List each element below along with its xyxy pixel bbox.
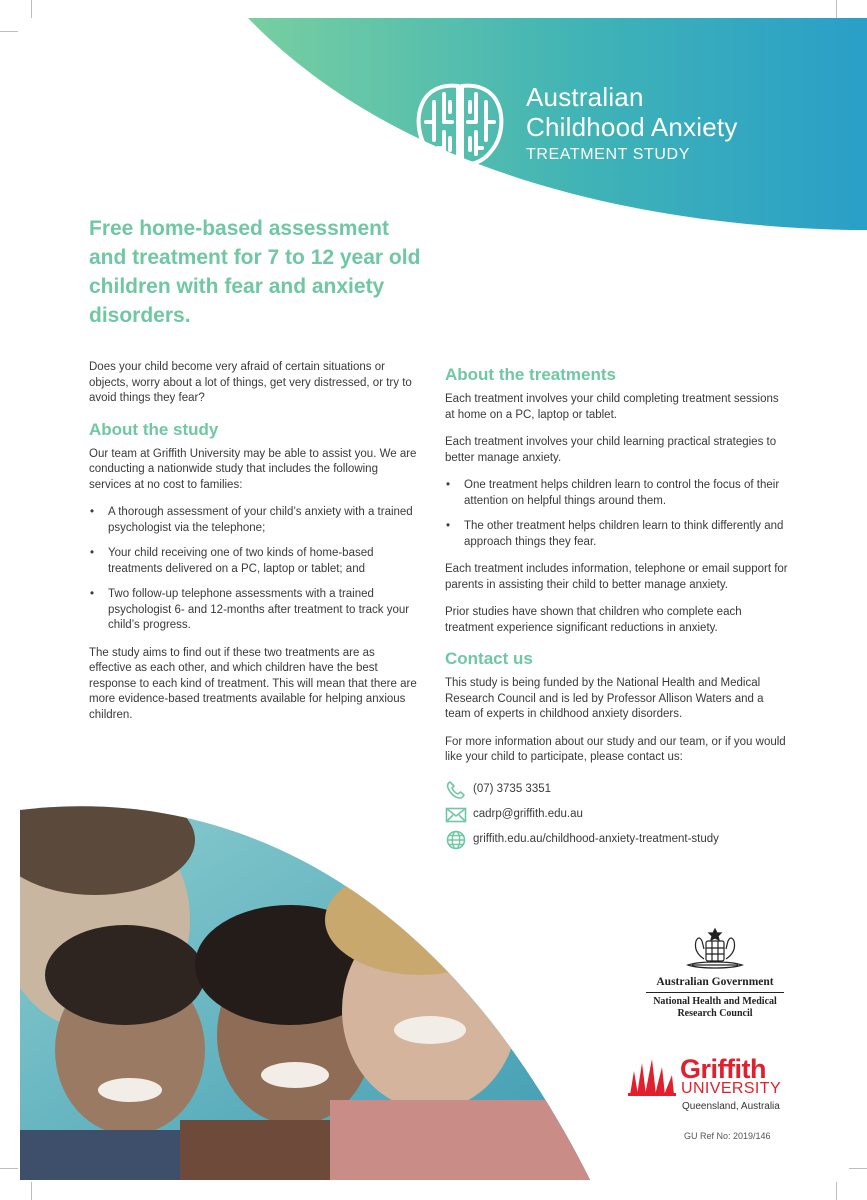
left-column (89, 360, 419, 735)
list-item: • One treatment helps children learn to control the focus of their attention on helpful things around them. (445, 478, 790, 509)
crop-mark (836, 1182, 837, 1200)
crop-mark (849, 1168, 867, 1169)
treatments-paragraph-3: Each treatment includes information, telephone or email support for parents in assisting their child to better manage anxiety. (445, 563, 788, 591)
contact-paragraph-1: This study is being funded by the National Health and Medical Research Council and is led by Professor Allison Waters and a team of experts in childhood anxiety disorders. (445, 677, 764, 720)
intro-paragraph: Does your child become very afraid of certain situations or objects, worry about a lot of things, get very distressed, or try to avoid things they fear? (89, 361, 412, 404)
study-paragraph: Our team at Griffith University may be able to assist you. We are conducting a nationwide study that includes the following services at no cost to families: (89, 447, 417, 491)
coat-of-arms-icon (680, 925, 750, 973)
website-url[interactable]: griffith.edu.au/childhood-anxiety-treatment-study (473, 833, 719, 846)
reference-number: GU Ref No: 2019/146 (684, 1131, 771, 1141)
page-title: Free home-based assessment and treatment for 7 to 12 year old children with fear and anxiety disorders. (89, 217, 421, 327)
email-address[interactable]: cadrp@griffith.edu.au (473, 808, 583, 821)
study-logo (412, 78, 792, 178)
divider (646, 992, 784, 993)
list-item: • Your child receiving one of two kinds of home-based treatments delivered on a PC, laptop or tablet; and (89, 546, 419, 577)
phone-number[interactable]: (07) 3735 3351 (473, 783, 552, 796)
list-item: • Two follow-up telephone assessments with a trained psychologist 6- and 12-months after treatment to track your child’s progress. (89, 587, 419, 634)
phone-icon (445, 780, 467, 800)
contact-phone[interactable] (445, 778, 790, 803)
logo-subtitle: TREATMENT STUDY (526, 146, 690, 163)
heading-about-treatments: About the treatments (445, 365, 616, 384)
heading-about-study: About the study (89, 419, 219, 439)
right-column (445, 360, 790, 853)
brain-maze-icon (412, 78, 508, 174)
australian-government-logo (640, 925, 790, 1020)
gov-name: Australian Government (656, 976, 774, 988)
list-item: • The other treatment helps children learn to think differently and approach things they fear. (445, 519, 790, 550)
treatments-paragraph-2: Each treatment involves your child learning practical strategies to better manage anxiety. (445, 436, 777, 464)
griffith-location: Queensland, Australia (682, 1101, 780, 1112)
list-item: • A thorough assessment of your child’s anxiety with a trained psychologist via the telephone; (89, 505, 419, 536)
treatments-paragraph-1: Each treatment involves your child completing treatment sessions at home on a PC, laptop or tablet. (445, 393, 779, 421)
treatments-paragraph-4: Prior studies have shown that children who complete each treatment experience significant reductions in anxiety. (445, 606, 742, 634)
heading-contact-us: Contact us (445, 649, 533, 668)
logo-title-line1: Australian (526, 82, 644, 112)
contact-paragraph-2: For more information about our study and our team, or if you would like your child to participate, please contact us: (445, 735, 786, 763)
treatments-list (445, 478, 790, 550)
gov-council: National Health and Medical Research Council (653, 996, 777, 1019)
griffith-name: Griffith (680, 1054, 766, 1084)
griffith-flame-icon (628, 1057, 678, 1097)
logo-title-line2: Childhood Anxiety (526, 112, 738, 142)
children-photo (0, 800, 620, 1185)
griffith-university-logo (628, 1055, 788, 1115)
griffith-university-label: UNIVERSITY (681, 1080, 782, 1097)
study-services-list (89, 505, 419, 634)
aims-paragraph: The study aims to find out if these two treatments are as effective as each other, and which children have the best response to each kind of treatment. This will mean that there are more evidence-based treatments available for helping anxious children. (89, 646, 417, 721)
